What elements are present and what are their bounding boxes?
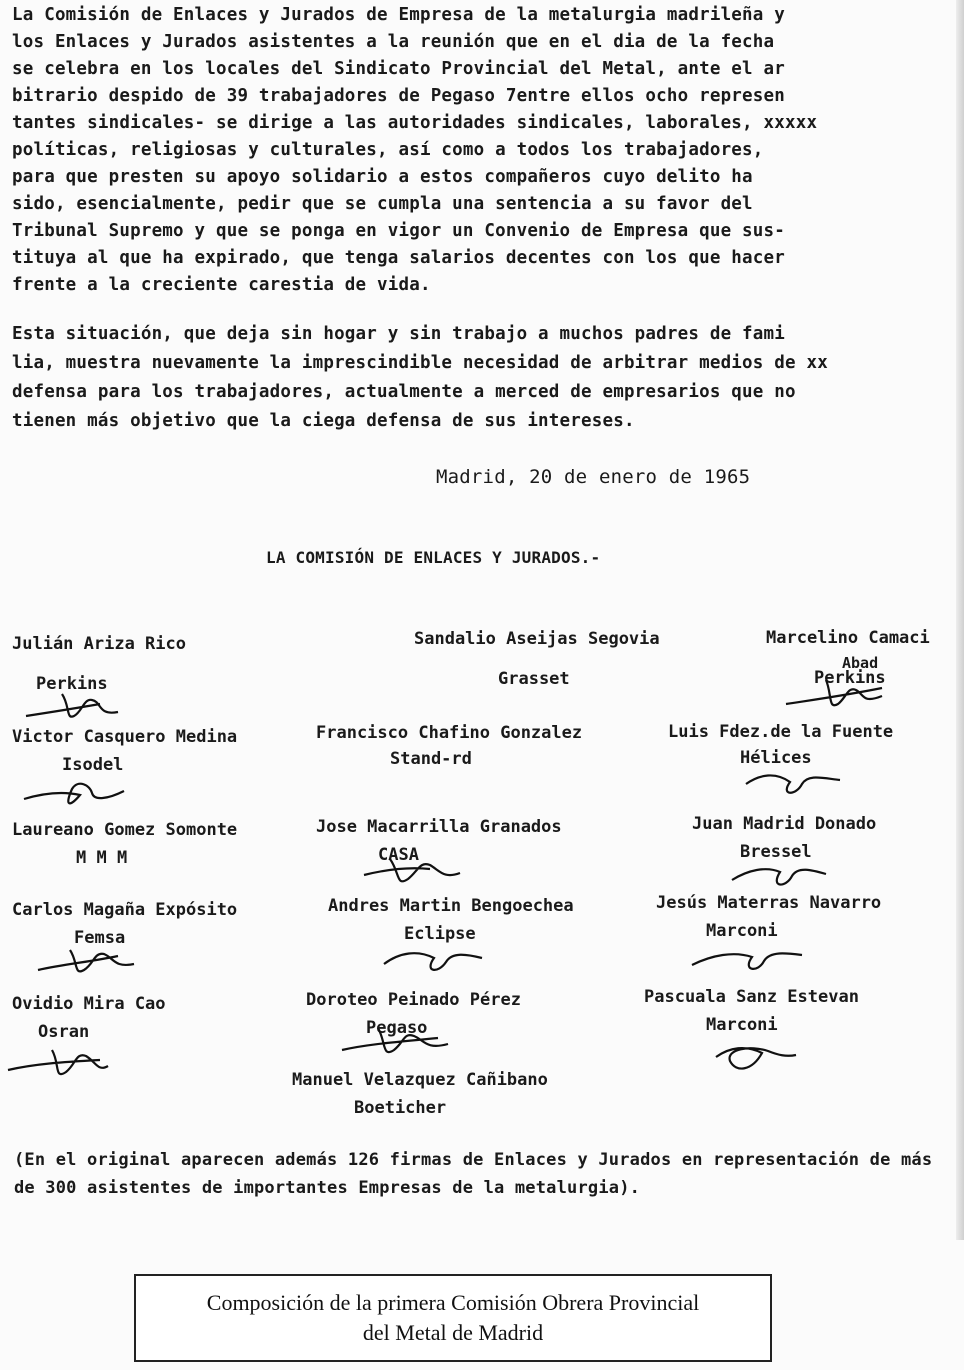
- signatory-company: Perkins: [36, 674, 108, 694]
- signatory-name: Doroteo Peinado Pérez: [306, 990, 521, 1010]
- handwritten-signature: [378, 938, 488, 980]
- signatory-company: M M M: [76, 848, 128, 868]
- caption-text: Composición de la primera Comisión Obrera Provincial del Metal de Madrid: [206, 1290, 700, 1345]
- signatory-name: Ovidio Mira Cao: [12, 994, 166, 1014]
- caption-box: [134, 1274, 772, 1362]
- signatory-name: Carlos Magaña Expósito: [12, 900, 238, 920]
- body-paragraph-1: La Comisión de Enlaces y Jurados de Empresa de la metalurgia madrileña y los Enlaces y Jurados asistentes a la reunión que en el dia de la fecha se celebra en los locales del Sindicato Provincial del Metal, ante el ar bitrario despido de 39 trabajadores de Pegaso 7entre ellos ocho represen tantes sindicales- se dirige a las autoridades sindicales, laborales, xxxxx políticas, religiosas y culturales, así como a todos los trabajadores, para que presten su apoyo solidario a estos compañeros cuyo delito ha sido, esencialmente, pedir que se cumpla una sentencia a su favor del Tribunal Supremo y que se ponga en vigor un Convenio de Empresa que sus- tituya al que ha expirado, que tenga salarios decentes con los que hacer frente a la creciente carestia de vida.: [12, 5, 818, 295]
- handwritten-signature: [34, 940, 144, 982]
- handwritten-signature: [782, 674, 892, 716]
- signatory-company: Femsa: [74, 928, 126, 948]
- body-paragraph-2: Esta situación, que deja sin hogar y sin trabajo a muchos padres de fami lia, muestra nuevamente la imprescindible necesidad de arbitrar medios de xx defensa para los trabajadores, actualmente a merced de empresarios que no tienen más objetivo que la ciega defensa de sus intereses.: [12, 324, 828, 431]
- signatory-name: Laureano Gomez Somonte: [12, 820, 238, 840]
- signatory-extra-name: Abad: [842, 654, 879, 672]
- handwritten-signature: [726, 854, 836, 896]
- handwritten-signature: [360, 851, 470, 893]
- handwritten-signature: [22, 686, 132, 728]
- signatory-name: Julián Ariza Rico: [12, 634, 186, 654]
- signatory-name: Pascuala Sanz Estevan: [644, 987, 859, 1007]
- signatory-name: Juan Madrid Donado: [692, 814, 877, 834]
- handwritten-signature: [338, 1022, 458, 1064]
- commission-heading: LA COMISIÓN DE ENLACES Y JURADOS.-: [266, 548, 601, 567]
- handwritten-signature: [4, 1042, 114, 1084]
- signatory-company: Pegaso: [366, 1018, 428, 1038]
- signatory-company: Boeticher: [354, 1098, 447, 1118]
- signatory-company: CASA: [378, 845, 419, 865]
- footnote: (En el original aparecen además 126 firmas de Enlaces y Jurados en representación de más de 300 asistentes de importantes Empresas de la metalurgia).: [14, 1150, 933, 1198]
- signatory-company: Hélices: [740, 748, 812, 768]
- signatory-company: Isodel: [62, 755, 124, 775]
- signatory-company: Perkins: [814, 668, 886, 688]
- signatory-name: Victor Casquero Medina: [12, 727, 238, 747]
- handwritten-signature: [740, 762, 850, 804]
- signatory-name: Luis Fdez.de la Fuente: [668, 722, 894, 742]
- signatory-name: Jesús Materras Navarro: [656, 893, 882, 913]
- signatory-company: Eclipse: [404, 924, 476, 944]
- signatory-company: Grasset: [498, 669, 570, 689]
- signatory-name: Andres Martin Bengoechea: [328, 896, 574, 916]
- signatory-name: Manuel Velazquez Cañibano: [292, 1070, 548, 1090]
- handwritten-signature: [20, 771, 130, 813]
- signatory-name: Marcelino Camaci: [766, 628, 930, 648]
- date-line: Madrid, 20 de enero de 1965: [436, 466, 751, 488]
- signatory-name: Jose Macarrilla Granados: [316, 817, 562, 837]
- signatory-company: Osran: [38, 1022, 90, 1042]
- signatory-company: Stand-rd: [390, 749, 472, 769]
- signatory-company: Marconi: [706, 1015, 778, 1035]
- handwritten-signature: [710, 1037, 800, 1079]
- signatory-company: Bressel: [740, 842, 812, 862]
- signatory-name: Francisco Chafino Gonzalez: [316, 723, 583, 743]
- handwritten-signature: [686, 937, 806, 979]
- signatory-company: Marconi: [706, 921, 778, 941]
- signatory-name: Sandalio Aseijas Segovia: [414, 629, 660, 649]
